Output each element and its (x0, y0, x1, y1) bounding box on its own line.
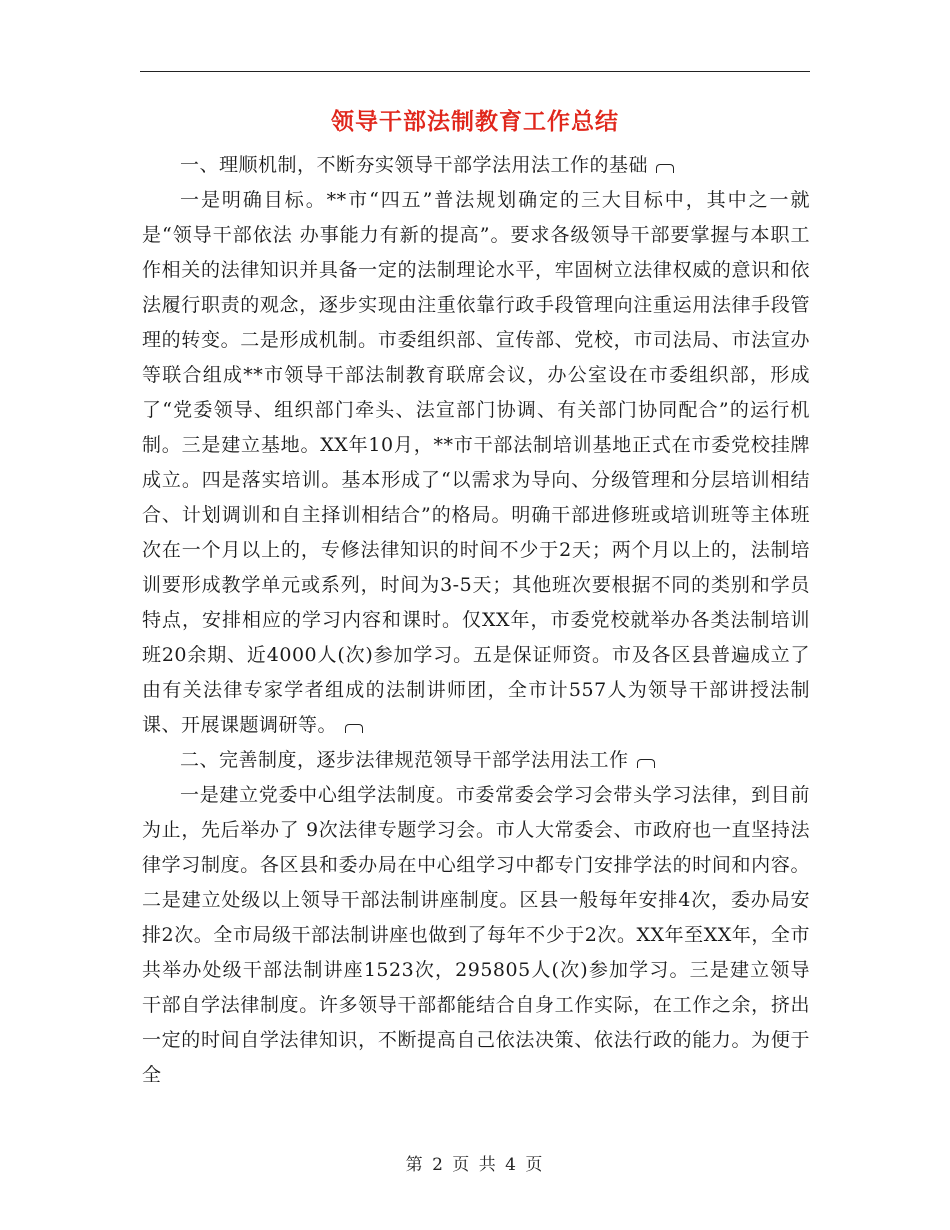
page-footer: 第 2 页 共 4 页 (405, 1155, 545, 1175)
paragraph-mark-icon (637, 759, 655, 768)
header-rule (140, 71, 810, 72)
document-body (142, 148, 810, 1093)
section-heading-1 (142, 148, 810, 183)
section-heading-2 (142, 743, 810, 778)
paragraph-2 (142, 778, 810, 1093)
paragraph-text: 二、完善制度，逐步法律规范领导干部学法用法工作 (180, 749, 629, 771)
paragraph-mark-icon (656, 164, 674, 173)
paragraph-text: 一、理顺机制，不断夯实领导干部学法用法工作的基础 (180, 154, 649, 176)
paragraph-text: 一是明确目标。**市“四五”普法规划确定的三大目标中，其中之一就是“领导干部依法 办事能力有新的提高”。要求各级领导干部要掌握与本职工作相关的法律知识并具备一定的法制理论水平，牢固树立法律权威的意识和依法履行职责的观念，逐步实现由注重依靠行政手段管理向注重运用法律手段管理的转变。二是形成机制。市委组织部、宣传部、党校，市司法局、市法宣办等联合组成**市领导干部法制教育联席会议，办公室设在市委组织部，形成了“党委领导、组织部门牵头、法宣部门协调、有关部门协同配合”的运行机制。三是建立基地。XX年10月，**市干部法制培训基地正式在市委党校挂牌成立。四是落实培训。基本形成了“以需求为导向、分级管理和分层培训相结合、计划调训和自主择训相结合”的格局。明确干部进修班或培训班等主体班次在一个月以上的，专修法律知识的时间不少于2天；两个月以上的，法制培训要形成教学单元或系列，时间为3-5天；其他班次要根据不同的类别和学员特点，安排相应的学习内容和课时。仅XX年，市委党校就举办各类法制培训班20余期、近4000人(次)参加学习。五是保证师资。市及各区县普遍成立了由有关法律专家学者组成的法制讲师团，全市计557人为领导干部讲授法制课、开展课题调研等。 (142, 189, 810, 736)
paragraph-text: 一是建立党委中心组学法制度。市委常委会学习会带头学习法律，到目前为止，先后举办了 9次法律专题学习会。市人大常委会、市政府也一直坚持法律学习制度。各区县和委办局在中心组学习中都专门安排学法的时间和内容。二是建立处级以上领导干部法制讲座制度。区县一般每年安排4次，委办局安排2次。全市局级干部法制讲座也做到了每年不少于2次。XX年至XX年，全市共举办处级干部法制讲座1523次，295805人(次)参加学习。三是建立领导干部自学法律制度。许多领导干部都能结合自身工作实际，在工作之余，挤出一定的时间自学法律知识，不断提高自己依法决策、依法行政的能力。为便于全 (142, 784, 810, 1086)
document-title: 领导干部法制教育工作总结 (331, 109, 619, 135)
paragraph-1 (142, 183, 810, 743)
paragraph-mark-icon (345, 724, 363, 733)
